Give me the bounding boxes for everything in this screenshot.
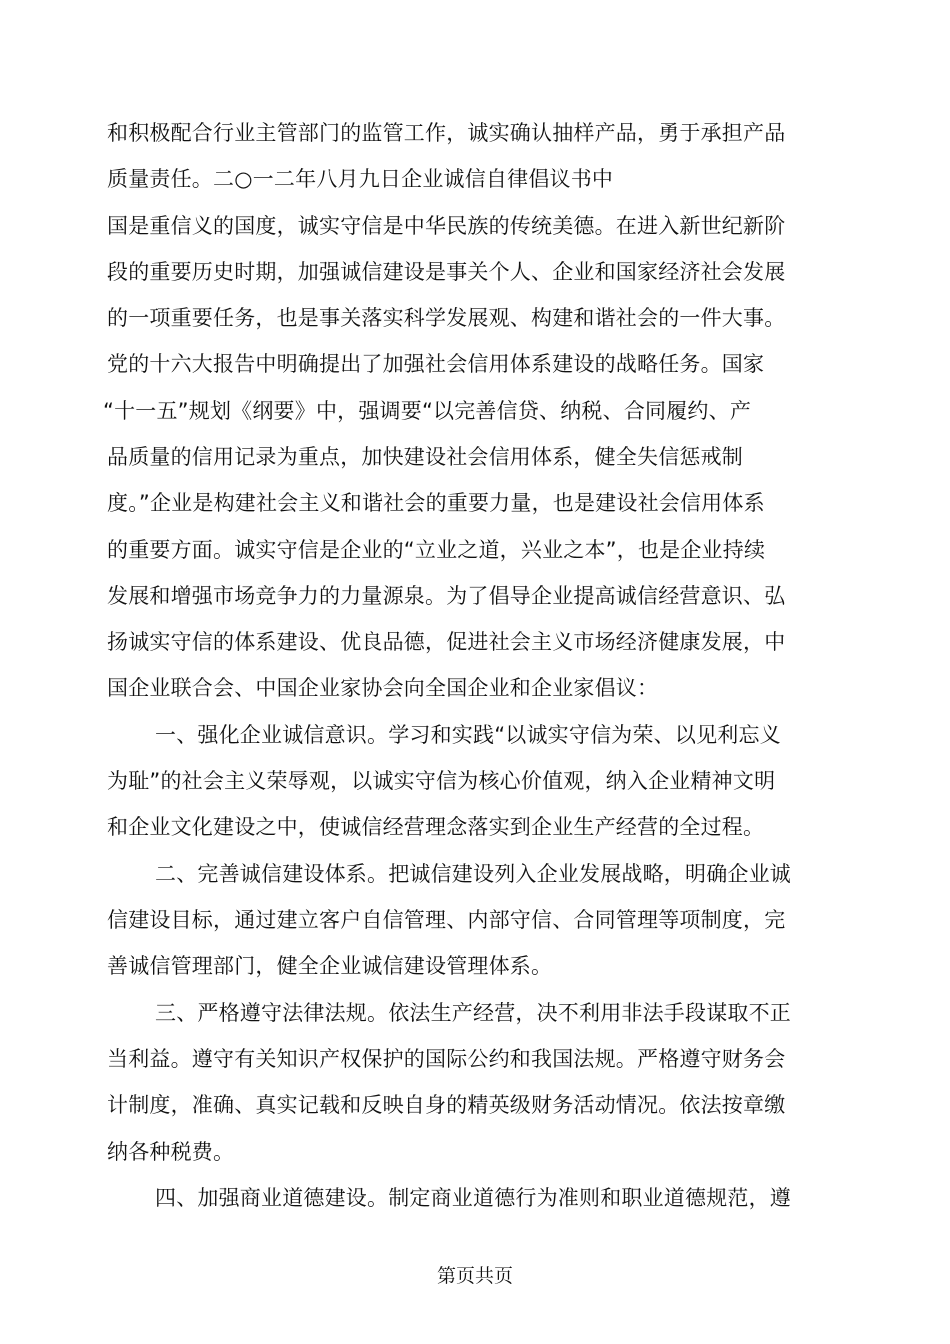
text-line: 发展和增强市场竞争力的力量源泉。为了倡导企业提高诚信经营意识、弘 [107, 584, 786, 608]
text-line: 纳各种税费。 [107, 1140, 235, 1164]
paragraph-first-line: 一、强化企业诚信意识。学习和实践“以诚实守信为荣、以见利忘义 [155, 723, 781, 747]
text-line: 段的重要历史时期，加强诚信建设是事关个人、企业和国家经济社会发展 [107, 260, 786, 284]
text-line: 质量责任。二○一二年八月九日企业诚信自律倡议书中 [107, 167, 614, 191]
paragraph-first-line: 四、加强商业道德建设。制定商业道德行为准则和职业道德规范，遵 [155, 1186, 791, 1210]
text-line: 度。”企业是构建社会主义和谐社会的重要力量，也是建设社会信用体系 [107, 491, 765, 515]
text-line: 的一项重要任务，也是事关落实科学发展观、构建和谐社会的一件大事。 [107, 306, 786, 330]
paragraph-first-line: 二、完善诚信建设体系。把诚信建设列入企业发展战略，明确企业诚 [155, 862, 791, 886]
text-line: 的重要方面。诚实守信是企业的“立业之道，兴业之本”，也是企业持续 [107, 538, 766, 562]
page-footer: 第页共页 [436, 1265, 513, 1287]
text-line: 计制度，准确、真实记载和反映自身的精英级财务活动情况。依法按章缴 [107, 1093, 786, 1117]
text-line: 信建设目标，通过建立客户自信管理、内部守信、合同管理等项制度，完 [107, 908, 786, 932]
text-line: 善诚信管理部门，健全企业诚信建设管理体系。 [107, 954, 553, 978]
text-line: “十一五”规划《纲要》中，强调要“以完善信贷、纳税、合同履约、产 [103, 399, 752, 423]
text-line: 当利益。遵守有关知识产权保护的国际公约和我国法规。严格遵守财务会 [107, 1047, 786, 1071]
text-line: 和积极配合行业主管部门的监管工作，诚实确认抽样产品，勇于承担产品 [107, 121, 786, 145]
text-line: 为耻”的社会主义荣辱观，以诚实守信为核心价值观，纳入企业精神文明 [107, 769, 776, 793]
text-line: 品质量的信用记录为重点，加快建设社会信用体系，健全失信惩戒制 [107, 445, 743, 469]
paragraph-first-line: 三、严格遵守法律法规。依法生产经营，决不利用非法手段谋取不正 [155, 1001, 791, 1025]
text-line: 国企业联合会、中国企业家协会向全国企业和企业家倡议： [107, 676, 659, 700]
text-line: 扬诚实守信的体系建设、优良品德，促进社会主义市场经济健康发展，中 [107, 630, 786, 654]
text-line: 党的十六大报告中明确提出了加强社会信用体系建设的战略任务。国家 [107, 352, 765, 376]
text-line: 和企业文化建设之中，使诚信经营理念落实到企业生产经营的全过程。 [107, 815, 765, 839]
text-line: 国是重信义的国度，诚实守信是中华民族的传统美德。在进入新世纪新阶 [107, 214, 786, 238]
